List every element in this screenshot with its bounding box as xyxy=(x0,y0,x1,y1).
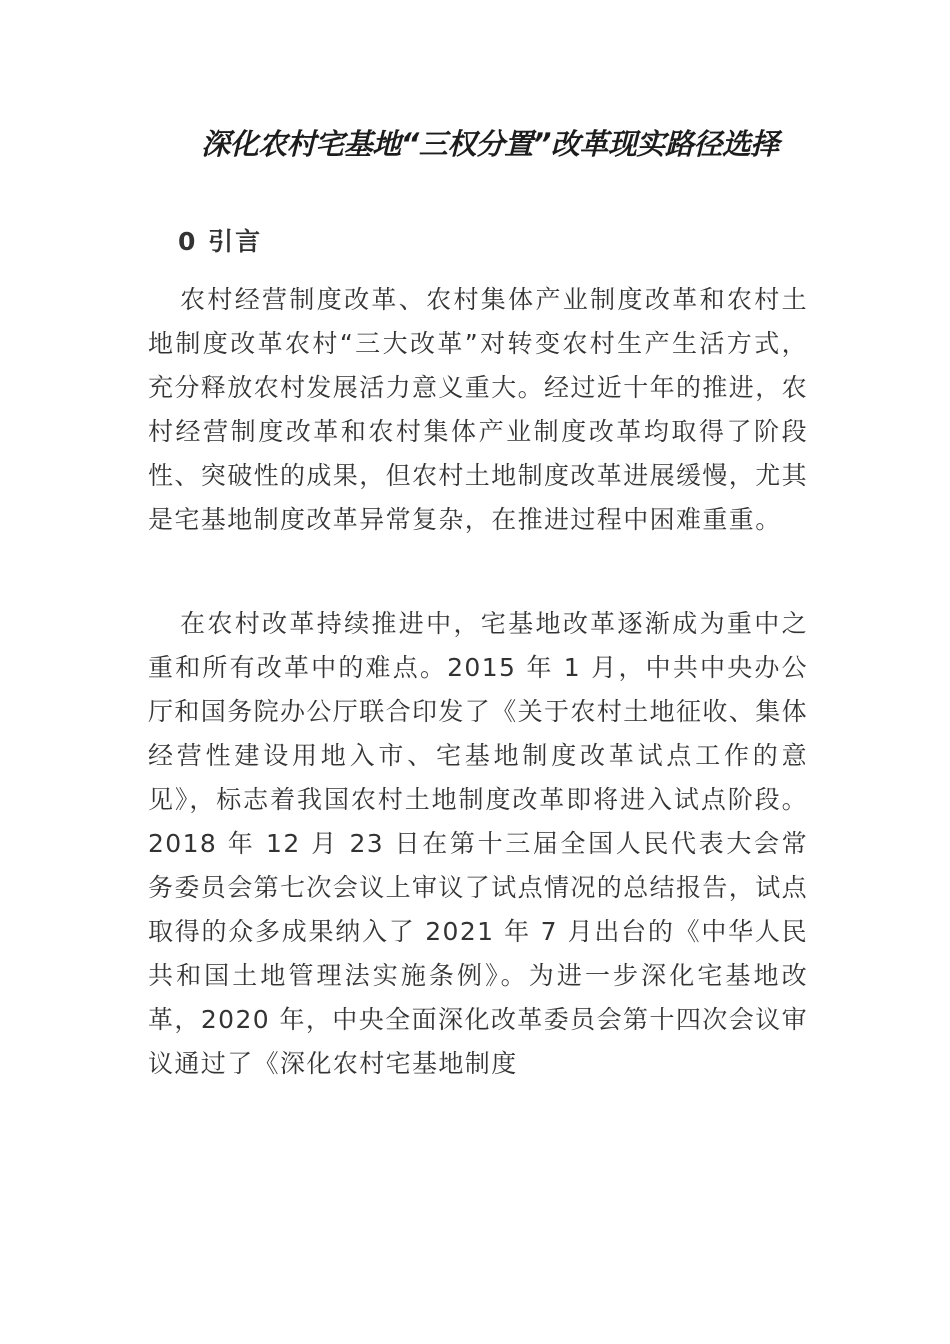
document-title: 深化农村宅基地“三权分置”改革现实路径选择 xyxy=(201,127,779,161)
section-heading-introduction: 0 引言 xyxy=(178,227,263,256)
body-paragraph: 农村经营制度改革、农村集体产业制度改革和农村土地制度改革农村“三大改革”对转变农村生产生活方式，充分释放农村发展活力意义重大。经过近十年的推进，农村经营制度改革和农村集体产业制度改革均取得了阶段性、突破性的成果，但农村土地制度改革进展缓慢，尤其是宅基地制度改革异常复杂，在推进过程中困难重重。 xyxy=(148,285,809,534)
body-paragraph: 在农村改革持续推进中，宅基地改革逐渐成为重中之重和所有改革中的难点。2015 年 1 月，中共中央办公厅和国务院办公厅联合印发了《关于农村土地征收、集体经营性建设用地入市、宅基地制度改革试点工作的意见》，标志着我国农村土地制度改革即将进入试点阶段。2018 年 12 月 23 日在第十三届全国人民代表大会常务委员会第七次会议上审议了试点情况的总结报告，试点取得的众多成果纳入了 2021 年 7 月出台的《中华人民共和国土地管理法实施条例》。为进一步深化宅基地改革，2020 年，中央全面深化改革委员会第十四次会议审议通过了《深化农村宅基地制度 xyxy=(148,609,809,1078)
